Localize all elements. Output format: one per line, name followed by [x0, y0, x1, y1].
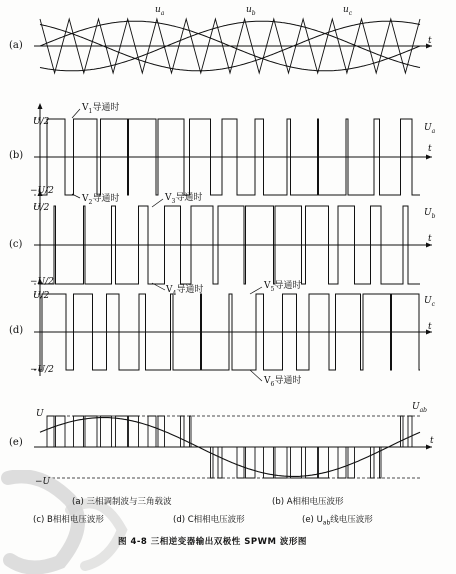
axis-t-label-b: t: [428, 144, 432, 154]
annotation-v2: $V_2$导通时: [82, 194, 120, 206]
y-axis-head-b: [38, 103, 43, 109]
level-top-e: U: [36, 409, 44, 419]
level-bottom-b: −U/2: [30, 186, 54, 196]
curve-label-ub: $u_b$: [246, 5, 256, 17]
panel-e-label: (e): [9, 437, 23, 448]
panel-d-label: (d): [9, 325, 24, 336]
axis-t-label-e: t: [430, 436, 434, 446]
curve-label-ua: $u_a$: [155, 5, 165, 17]
annotation-v5: $V_5$导通时: [264, 281, 302, 293]
level-bottom-c: −U/2: [30, 277, 54, 287]
panel-a-label: (a): [9, 40, 23, 51]
leader-v2: [72, 194, 80, 198]
wave-label-e: $U_{ab}$: [412, 402, 428, 414]
wave-label-d: $U_c$: [424, 296, 435, 308]
level-top-b: U/2: [33, 117, 50, 127]
annotation-v6: $V_6$导通时: [264, 376, 302, 388]
annotation-v4: $V_4$导通时: [166, 285, 204, 297]
leader-v6: [250, 370, 262, 381]
leader-v5: [250, 287, 262, 294]
annotation-v1: $V_1$导通时: [82, 103, 120, 115]
line-voltage-pwm-wave: [40, 416, 420, 478]
legend-b: (b) A相相电压波形: [272, 497, 344, 507]
legend-c: (c) B相相电压波形: [33, 515, 104, 525]
axis-t-label-d: t: [428, 322, 432, 332]
panel-c-label: (c): [9, 239, 23, 250]
legend-e: (e) $U_{ab}$线电压波形: [302, 515, 373, 527]
wave-label-c: $U_b$: [424, 208, 436, 220]
leader-v3: [152, 199, 163, 207]
annotation-v3: $V_3$导通时: [165, 193, 203, 205]
level-bottom-e: −U: [35, 477, 51, 487]
level-top-d: U/2: [33, 291, 50, 301]
panel-b-label: (b): [9, 150, 24, 161]
axis-b-head: [426, 155, 432, 160]
leader-v1: [72, 109, 80, 118]
legend-a: (a) 三相调制波与三角载波: [72, 497, 172, 507]
wave-label-b: $U_a$: [424, 123, 436, 135]
level-bottom-d: −U/2: [30, 365, 54, 375]
axis-t-label-a: t: [428, 36, 432, 46]
legend-d: (d) C相相电压波形: [173, 515, 245, 525]
figure-caption: 图 4-8 三相逆变器输出双极性 SPWM 波形图: [118, 537, 307, 547]
curve-label-uc: $u_c$: [343, 5, 353, 17]
level-top-c: U/2: [33, 203, 50, 213]
axis-t-label-c: t: [428, 234, 432, 244]
